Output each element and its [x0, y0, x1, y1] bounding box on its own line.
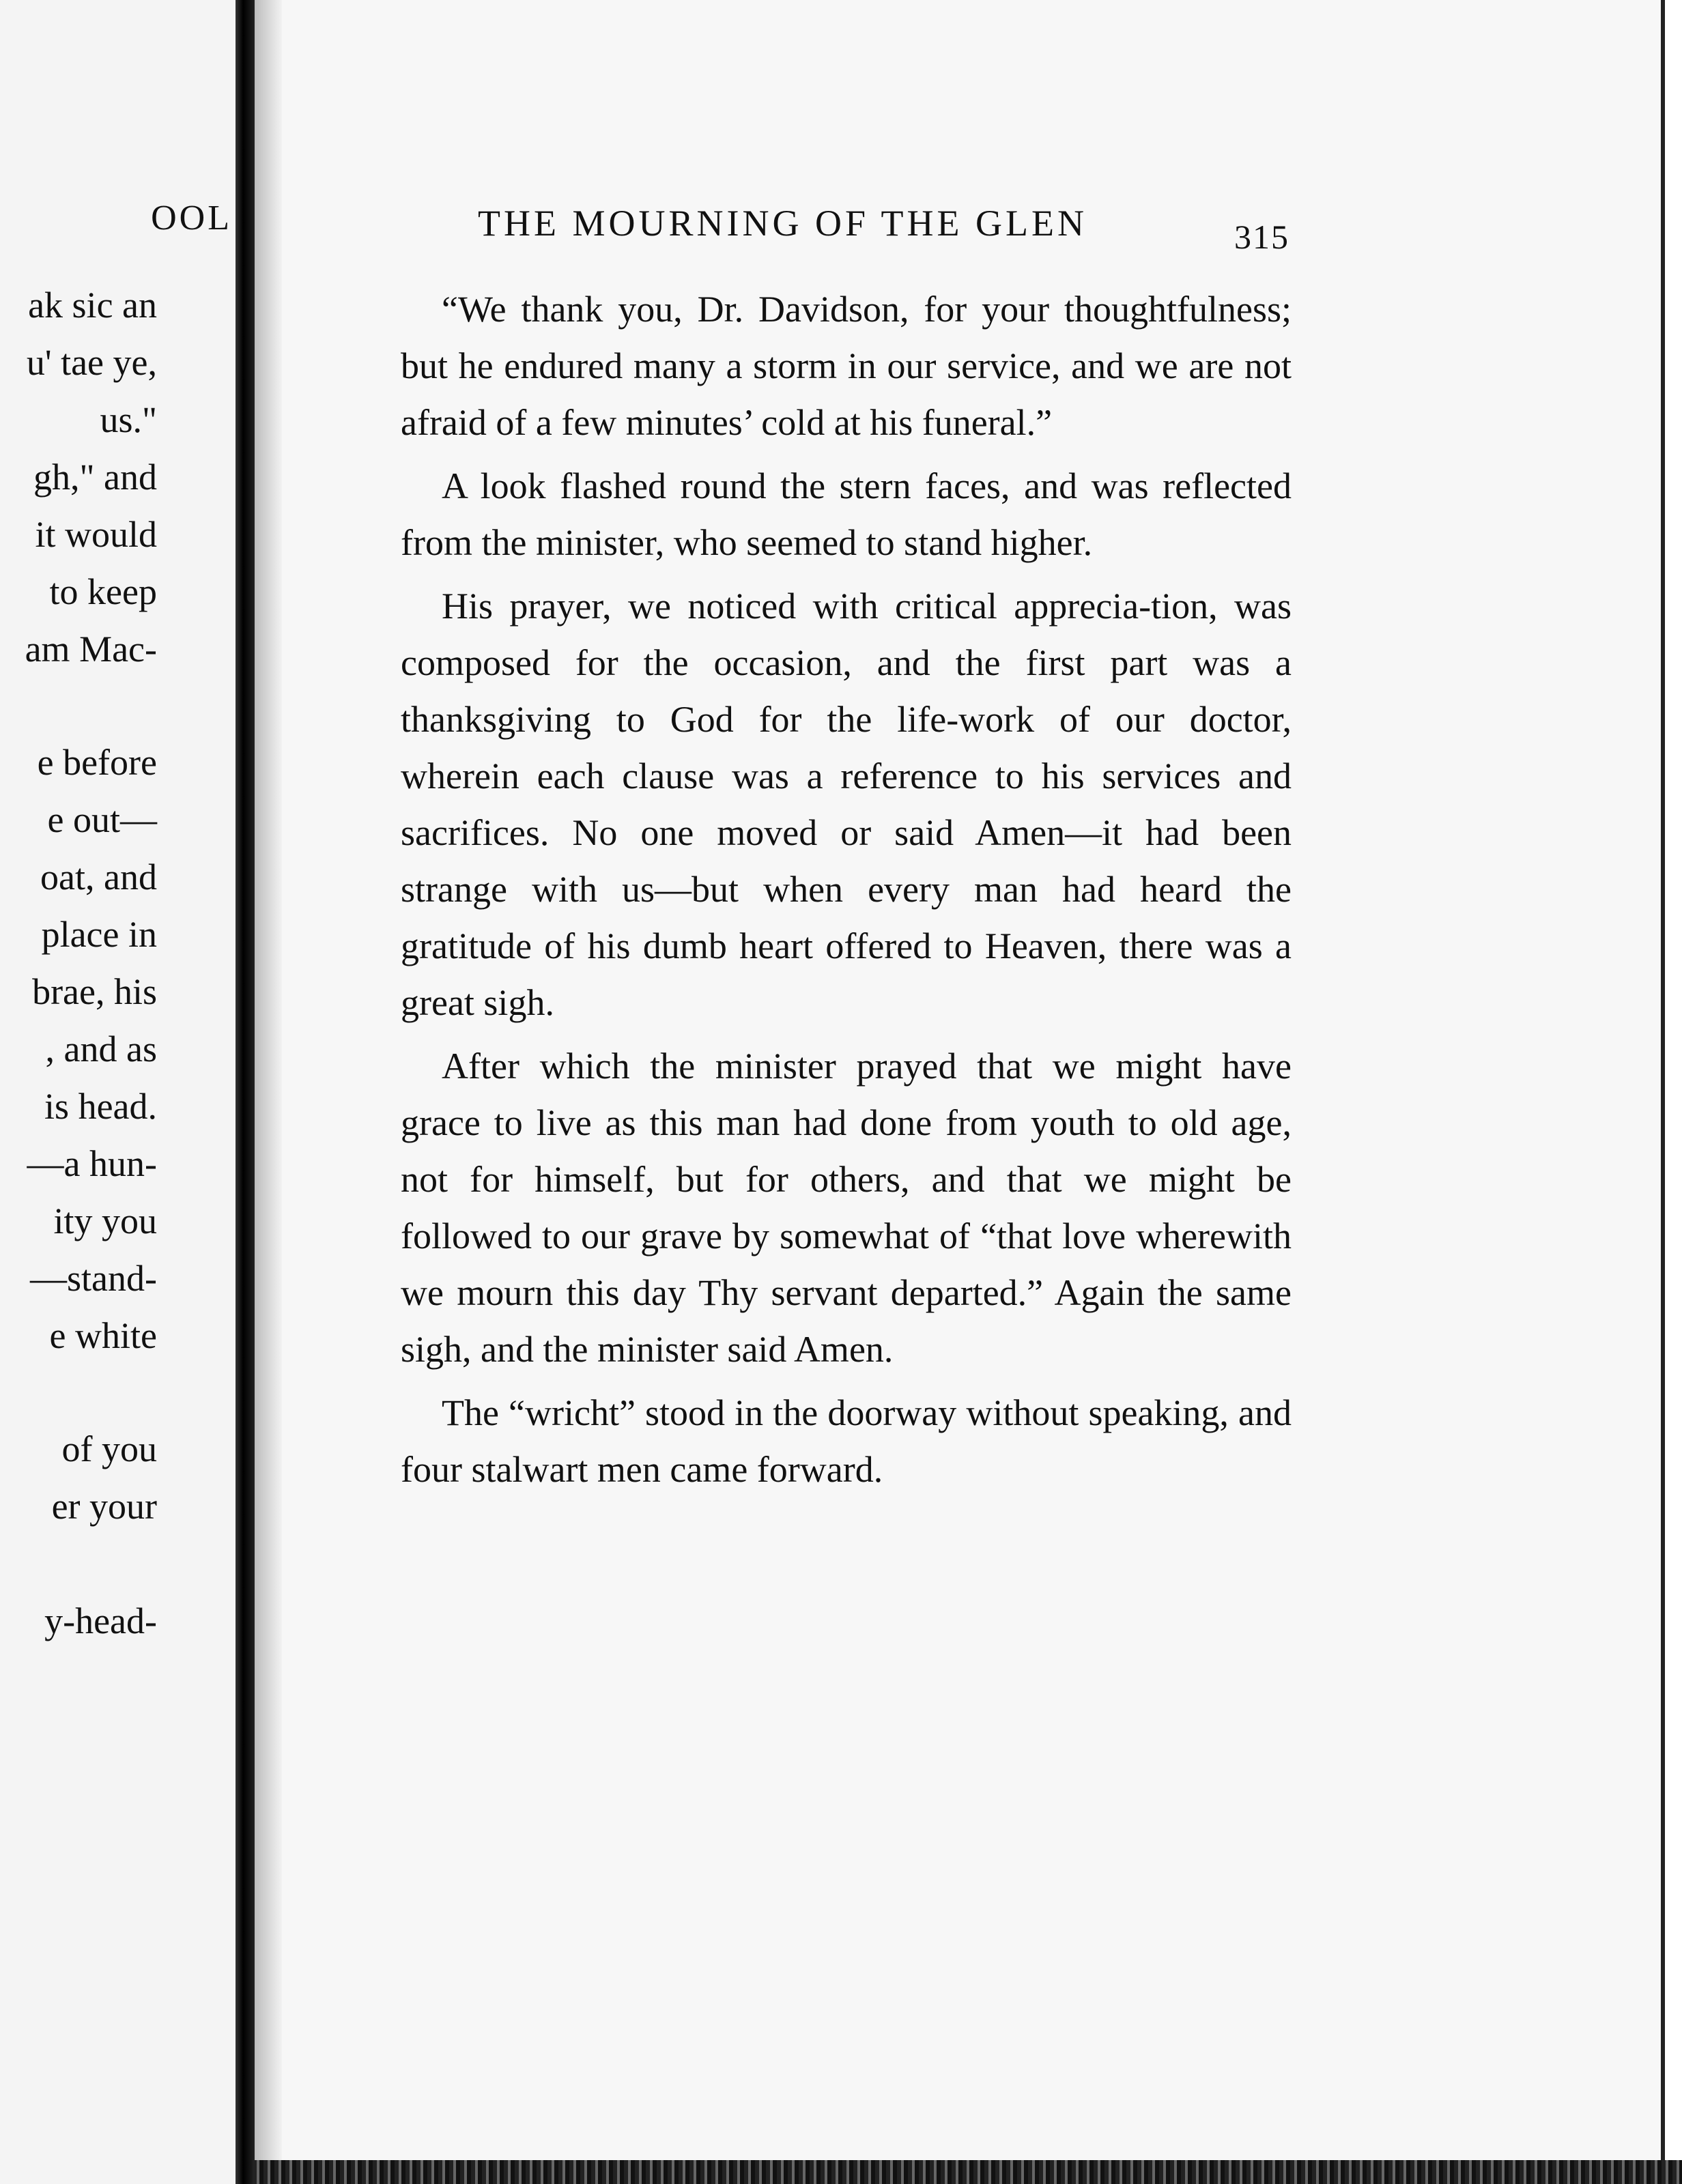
facing-page-line: e out— — [47, 799, 157, 840]
facing-page-line: y-head- — [44, 1600, 157, 1641]
facing-page-line: am Mac- — [25, 629, 157, 670]
facing-page-line: is head. — [44, 1086, 157, 1127]
facing-page-line: brae, his — [32, 971, 157, 1012]
page-number: 315 — [1234, 218, 1289, 256]
facing-page-line: oat, and — [40, 857, 157, 897]
paragraph: After which the minister prayed that we might have grace to live as this man had done from youth to old age, not for himself, but for others, and that we might be followed to our grave by somewhat of “that love wherewith we mourn this day Thy servant departed.” Again the same sigh, and the minister said Amen. — [401, 1046, 1292, 1370]
book-binding — [236, 0, 255, 2184]
page-gutter — [255, 0, 282, 2184]
facing-page-line: er your — [51, 1486, 157, 1527]
cover-cloth-edge — [253, 2160, 1682, 2184]
paragraph: A look flashed round the stern faces, and was reflected from the minister, who seemed to stand higher. — [401, 465, 1292, 563]
facing-page-line: gh," and — [33, 457, 157, 498]
facing-page-line: place in — [41, 914, 157, 955]
facing-page-line: to keep — [49, 571, 157, 612]
facing-page-line: us." — [100, 399, 157, 440]
facing-page-line: u' tae ye, — [26, 342, 157, 383]
facing-page — [0, 0, 253, 2184]
facing-page-running-head: OOL — [151, 199, 232, 238]
facing-page-line: e white — [49, 1315, 157, 1356]
facing-page-line: —stand- — [30, 1258, 157, 1299]
facing-page-line: ity you — [53, 1201, 157, 1241]
facing-page-line: it would — [35, 514, 157, 555]
paragraph: His prayer, we noticed with critical apprecia-tion, was composed for the occasion, and the first part was a thanksgiving to God for the life-work of our doctor, wherein each clause was a reference to his services and sacrifices. No one moved or said Amen—it had been strange with us—but when every man had heard the gratitude of his dumb heart offered to Heaven, there was a great sigh. — [401, 586, 1292, 1023]
running-head: THE MOURNING OF THE GLEN — [478, 203, 1087, 244]
paragraph: “We thank you, Dr. Davidson, for your thoughtfulness; but he endured many a storm in our service, and we are not afraid of a few minutes’ cold at his funeral.” — [401, 289, 1292, 443]
facing-page-line: e before — [37, 742, 157, 783]
facing-page-line: ak sic an — [28, 285, 157, 326]
page-body — [401, 281, 1292, 1505]
facing-page-line: —a hun- — [27, 1143, 157, 1184]
page-edge — [1665, 0, 1682, 2184]
facing-page-line: , and as — [45, 1029, 157, 1069]
facing-page-line: of you — [61, 1428, 157, 1469]
paragraph: The “wricht” stood in the doorway without speaking, and four stalwart men came forward. — [401, 1392, 1292, 1490]
